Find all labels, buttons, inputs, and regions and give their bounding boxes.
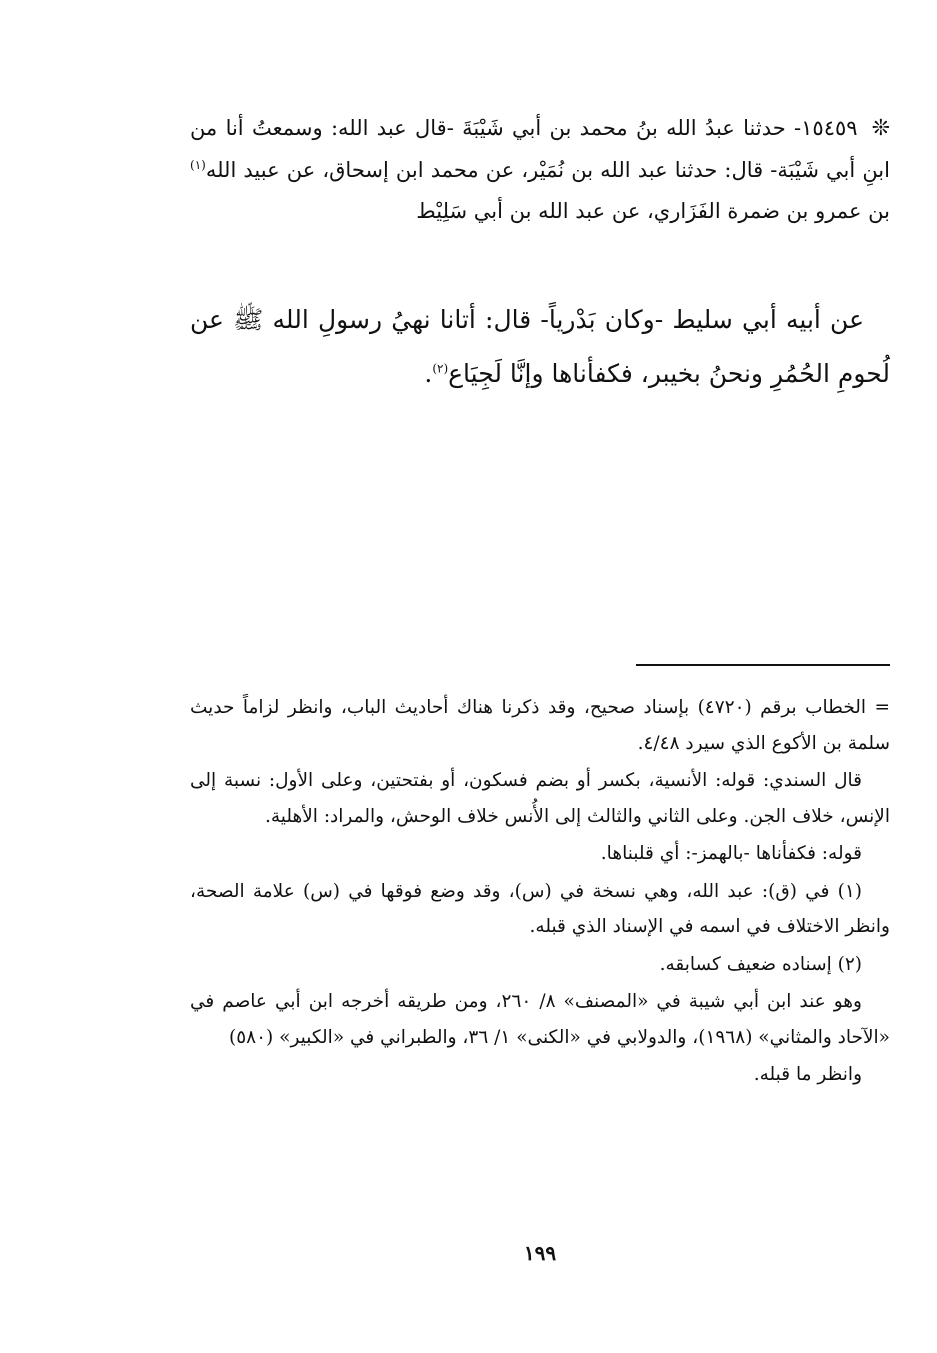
matn-text: عن أبيه أبي سليط -وكان بَدْرياً- قال: أتانا نهيُ رسولِ الله ﷺ عن لُحومِ الحُمُرِ ونحنُ بخيبر، فكفأناها وإنَّا لَجِيَاع [190, 305, 890, 388]
footnote-sindi: قال السندي: قوله: الأنسية، بكسر أو بضم فسكون، أو بفتحتين، وعلى الأول: نسبة إلى الإنس، خلاف الجن. وعلى الثاني والثالث إلى الأُنس خلاف الوحش، والمراد: الأهلية. [190, 770, 890, 827]
footnotes [190, 690, 890, 1095]
footnote-2: (٢) إسناده ضعيف كسابقه. [659, 953, 862, 975]
footnote-2-sources: وهو عند ابن أبي شيبة في «المصنف» ٨/ ٢٦٠، ومن طريقه أخرجه ابن أبي عاصم في «الآحاد والمثاني» (١٩٦٨)، والدولابي في «الكنى» ١/ ٣٦، والطبراني في «الكبير» (٥٨٠) [190, 991, 890, 1048]
footnote-ref-2: (٢) [432, 361, 449, 376]
hadith-isnad [190, 108, 890, 233]
footnote-1: (١) في (ق): عبد الله، وهي نسخة في (س)، وقد وضع فوقها في (س) علامة الصحة، وانظر الاختلاف في اسمه في الإسناد الذي قبله. [190, 880, 890, 937]
matn-text-end: . [424, 359, 433, 388]
footnote-separator [636, 664, 890, 666]
page-number: ١٩٩ [523, 1241, 557, 1265]
isnad-text-end: بن عمرو بن ضمرة الفَزَاري، عن عبد الله بن أبي سَلِيْط [416, 199, 890, 223]
footnote-2-see-previous: وانظر ما قبله. [753, 1064, 862, 1085]
book-page [190, 108, 890, 1308]
hadith-matn [190, 293, 890, 401]
footnote-kafa-naha: قوله: فكفأناها -بالهمز-: أي قلبناها. [600, 843, 862, 864]
star-icon: ❊ [871, 116, 890, 141]
footnote-ref-1: (١) [190, 157, 206, 172]
footnote-continuation: = الخطاب برقم (٤٧٢٠) بإسناد صحيح، وقد ذكرنا هناك أحاديث الباب، وانظر لزاماً حديث سلمة بن الأكوع الذي سيرد ٤/٤٨. [190, 697, 890, 754]
isnad-text: ١٥٤٥٩- حدثنا عبدُ الله بنُ محمد بن أبي شَيْبَةَ -قال عبد الله: وسمعتُ أنا من ابنِ أبي شَيْبَة- قال: حدثنا عبد الله بن نُمَيْر، عن محمد ابن إسحاق، عن عبيد الله [190, 116, 890, 182]
